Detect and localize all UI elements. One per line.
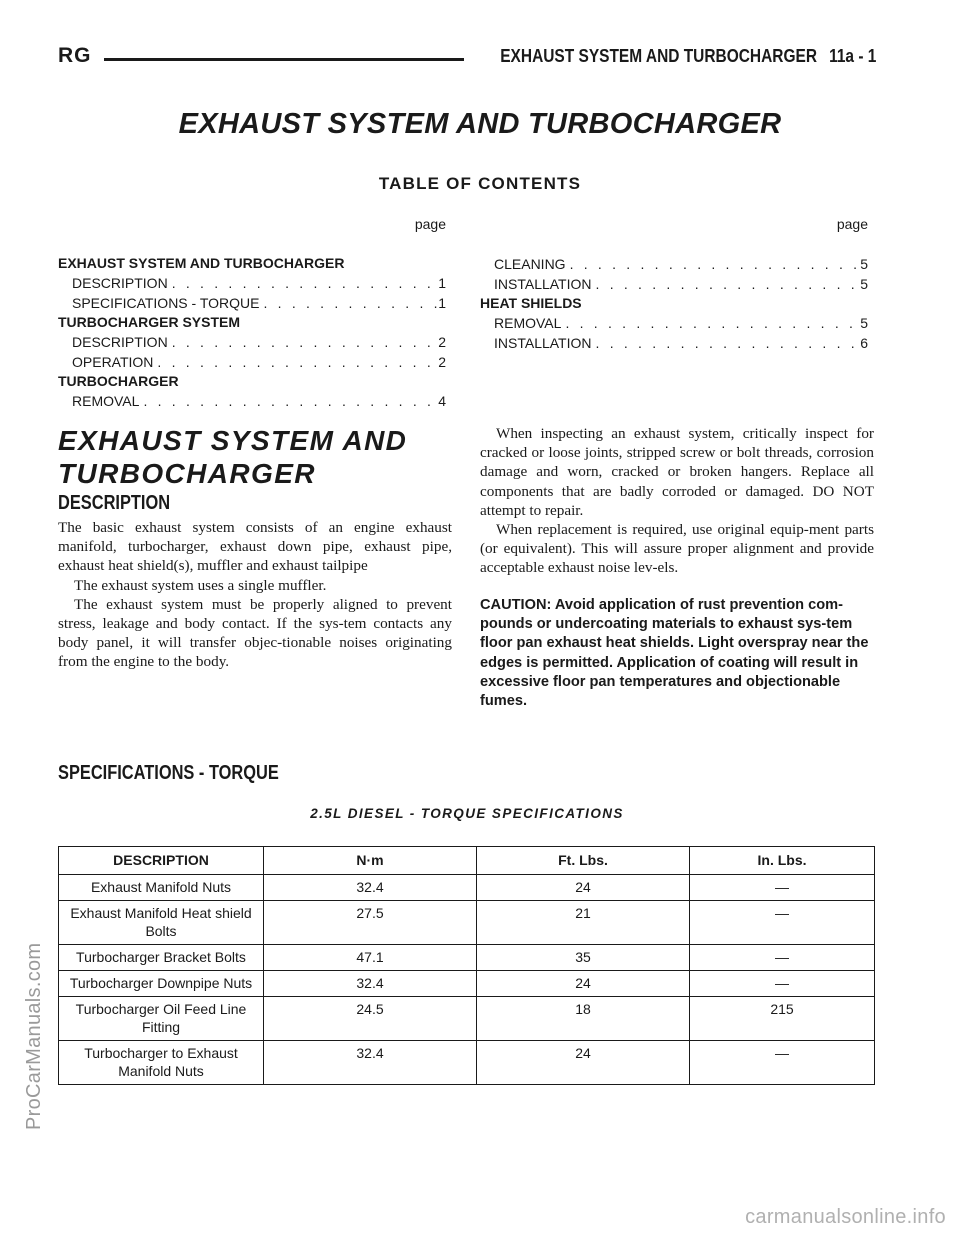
header-page-number: 11a - 1 <box>828 46 876 66</box>
section-title: EXHAUST SYSTEM AND TURBOCHARGER <box>58 425 408 489</box>
inspection-paragraph: When inspecting an exhaust system, critically inspect for cracked or loose joints, stripped screw or bolt threads, corrosion damage and worn, cracked or broken hangers. Replace all components that are badly corroded or damaged. DO NOT attempt to repair. <box>480 425 874 519</box>
column-header: DESCRIPTION <box>59 847 264 875</box>
table-row <box>59 997 875 1041</box>
table-cell: 32.4 <box>264 971 477 997</box>
toc-entry-page: 2 <box>438 334 446 350</box>
side-watermark: ProCarManuals.com <box>23 942 45 1130</box>
header-rule <box>104 58 464 61</box>
table-cell: Exhaust Manifold Nuts <box>59 875 264 901</box>
description-text <box>58 518 452 672</box>
table-cell: Exhaust Manifold Heat shield Bolts <box>59 901 264 945</box>
replacement-paragraph: When replacement is required, use original equip-ment parts (or equivalent). This will assure proper alignment and provide acceptable exhaust noise lev-els. <box>480 521 874 577</box>
table-cell: Turbocharger Bracket Bolts <box>59 945 264 971</box>
specifications-heading: SPECIFICATIONS - TORQUE <box>58 762 279 784</box>
table-cell: 32.4 <box>264 875 477 901</box>
toc-entry-page: 4 <box>438 393 446 409</box>
toc-leader-dots <box>592 333 861 353</box>
table-cell: 24 <box>477 1041 690 1085</box>
table-row <box>59 875 875 901</box>
toc-entry-label: REMOVAL <box>72 393 140 409</box>
toc-entry-label: SPECIFICATIONS - TORQUE <box>72 295 260 311</box>
table-cell: 24 <box>477 971 690 997</box>
header-section-title: EXHAUST SYSTEM AND TURBOCHARGER <box>499 46 817 66</box>
toc-entry-label: CLEANING <box>494 256 566 272</box>
inspection-text <box>480 424 874 711</box>
torque-spec-table <box>58 846 875 1085</box>
toc-heading: TABLE OF CONTENTS <box>378 174 582 193</box>
table-cell: 24.5 <box>264 997 477 1041</box>
toc-leader-dots <box>139 391 438 411</box>
table-cell: — <box>690 901 875 945</box>
toc-leader-dots <box>566 254 861 274</box>
column-header: N·m <box>264 847 477 875</box>
torque-table-title: 2.5L DIESEL - TORQUE SPECIFICATIONS <box>310 806 624 821</box>
toc-group-heading: EXHAUST SYSTEM AND TURBOCHARGER <box>58 255 345 271</box>
toc-entry[interactable] <box>480 333 868 353</box>
toc-entry[interactable] <box>480 254 868 274</box>
header-right <box>488 46 876 67</box>
toc-entry-page: 5 <box>860 256 868 272</box>
toc-entry[interactable] <box>58 391 446 411</box>
table-cell: Turbocharger Downpipe Nuts <box>59 971 264 997</box>
toc-entry-page: 5 <box>860 315 868 331</box>
toc-group-heading: TURBOCHARGER <box>58 373 179 389</box>
table-cell: — <box>690 1041 875 1085</box>
table-cell: 24 <box>477 875 690 901</box>
table-body <box>59 875 875 1085</box>
table-row <box>59 901 875 945</box>
toc-entry-label: DESCRIPTION <box>72 275 168 291</box>
column-header: In. Lbs. <box>690 847 875 875</box>
page-header <box>58 44 876 74</box>
toc-leader-dots <box>168 332 439 352</box>
toc-entry-label: OPERATION <box>72 354 154 370</box>
table-cell: 21 <box>477 901 690 945</box>
table-cell: 47.1 <box>264 945 477 971</box>
toc-right-list <box>480 254 868 353</box>
table-cell: — <box>690 875 875 901</box>
toc-entry[interactable] <box>58 352 446 372</box>
toc-entry[interactable] <box>480 274 868 294</box>
toc-entry-label: DESCRIPTION <box>72 334 168 350</box>
table-row <box>59 971 875 997</box>
toc-entry-page: 1 <box>438 295 446 311</box>
description-paragraph: The exhaust system must be properly aligned to prevent stress, leakage and body contact. If the sys-tem contacts any body panel, it will transfer objec-tionable noises originating from the engine to the body. <box>58 595 452 671</box>
toc-entry-page: 5 <box>860 276 868 292</box>
toc-left-list <box>58 254 446 411</box>
table-cell: 18 <box>477 997 690 1041</box>
toc-entry[interactable] <box>58 293 446 313</box>
description-paragraph: The basic exhaust system consists of an engine exhaust manifold, turbocharger, exhaust down pipe, exhaust pipe, exhaust heat shield(s), muffler and exhaust tailpipe <box>58 519 452 575</box>
header-model-code: RG <box>58 44 92 67</box>
toc-page-label: page <box>836 216 868 232</box>
toc-leader-dots <box>592 274 861 294</box>
toc-right-column <box>480 216 868 353</box>
toc-entry-label: INSTALLATION <box>494 335 592 351</box>
toc-leader-dots <box>153 352 438 372</box>
bottom-watermark: carmanualsonline.info <box>745 1206 946 1228</box>
table-cell: 35 <box>477 945 690 971</box>
table-cell: 215 <box>690 997 875 1041</box>
table-cell: — <box>690 945 875 971</box>
toc-entry-page: 6 <box>860 335 868 351</box>
toc-entry[interactable] <box>58 332 446 352</box>
table-header-row <box>59 847 875 875</box>
table-row <box>59 1041 875 1085</box>
table-row <box>59 945 875 971</box>
toc-entry-label: INSTALLATION <box>494 276 592 292</box>
toc-group-heading: TURBOCHARGER SYSTEM <box>58 314 241 330</box>
toc-leader-dots <box>561 313 860 333</box>
table-cell: 27.5 <box>264 901 477 945</box>
toc-entry-page: 1 <box>438 275 446 291</box>
toc-group-heading: HEAT SHIELDS <box>480 295 582 311</box>
table-cell: 32.4 <box>264 1041 477 1085</box>
caution-note: CAUTION: Avoid application of rust prevention com-pounds or undercoating materials to exhaust sys-tem floor pan exhaust heat shields. Light overspray near the edges is permitted. Application of coating will result in excessive floor pan temperatures and objectionable fumes. <box>480 596 869 710</box>
toc-entry-page: 2 <box>438 354 446 370</box>
table-cell: — <box>690 971 875 997</box>
toc-leader-dots <box>259 293 438 313</box>
toc-left-column <box>58 216 446 411</box>
column-header: Ft. Lbs. <box>477 847 690 875</box>
table-cell: Turbocharger to Exhaust Manifold Nuts <box>59 1041 264 1085</box>
document-title: EXHAUST SYSTEM AND TURBOCHARGER <box>178 108 782 140</box>
toc-entry-label: REMOVAL <box>494 315 562 331</box>
toc-entry[interactable] <box>58 273 446 293</box>
table-cell: Turbocharger Oil Feed Line Fitting <box>59 997 264 1041</box>
toc-leader-dots <box>168 273 439 293</box>
description-paragraph: The exhaust system uses a single muffler. <box>74 576 327 594</box>
description-heading: DESCRIPTION <box>58 492 171 514</box>
toc-page-label: page <box>414 216 446 232</box>
toc-entry[interactable] <box>480 313 868 333</box>
